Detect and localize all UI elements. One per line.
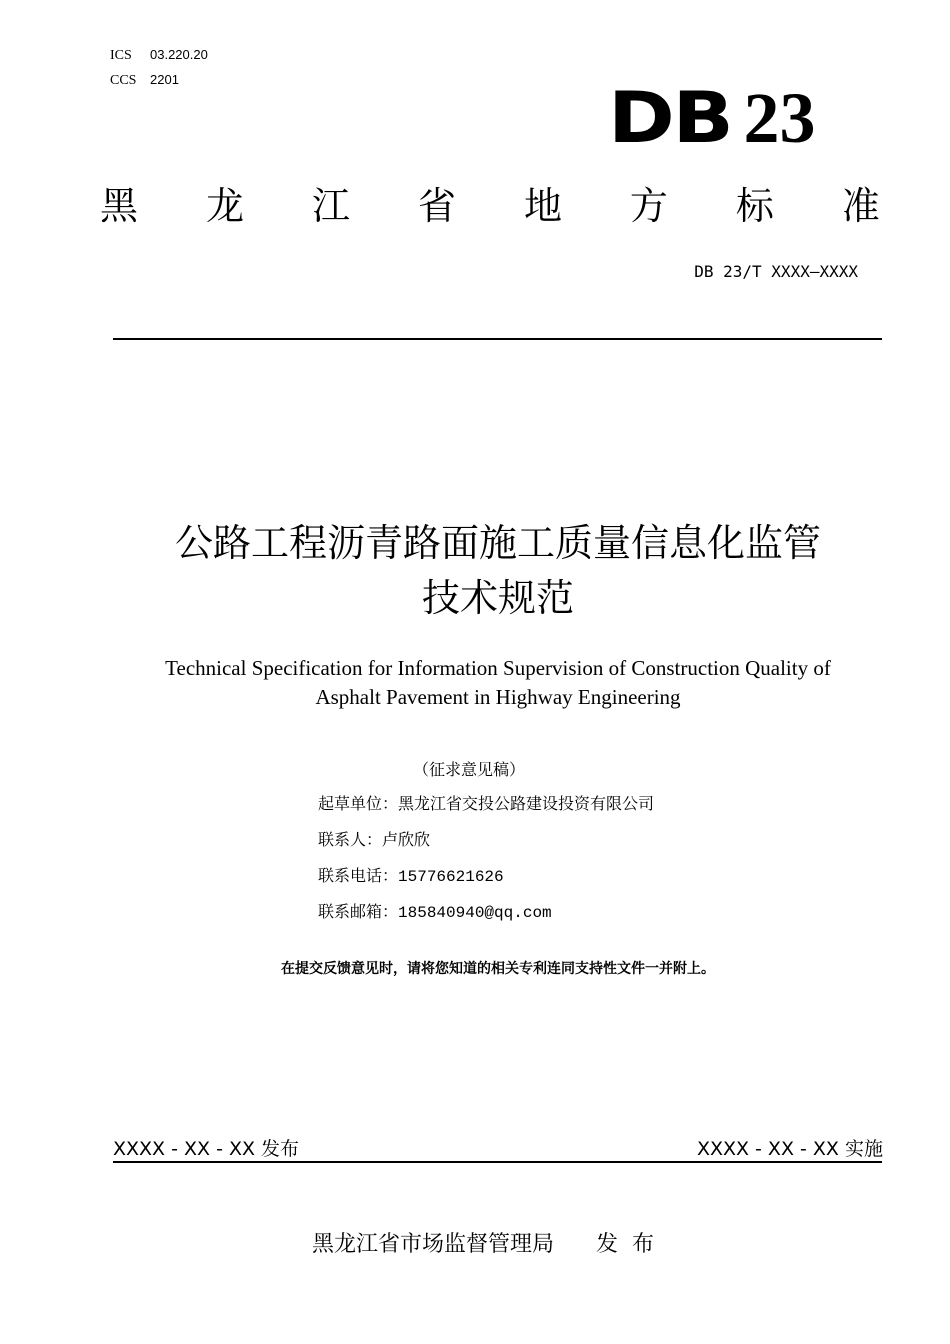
contact-value: 15776621626 bbox=[398, 868, 504, 886]
title-en-line1: Technical Specification for Information Supervision of Construction Quality of bbox=[165, 656, 831, 680]
title-en-line2: Asphalt Pavement in Highway Engineering bbox=[315, 685, 681, 709]
standard-number: DB 23/T XXXX—XXXX bbox=[694, 262, 858, 281]
logo-prefix: DB bbox=[608, 88, 732, 148]
contact-drafting-unit bbox=[318, 793, 654, 815]
title-zh-line1: 公路工程沥青路面施工质量信息化监管 bbox=[174, 521, 821, 565]
contact-value: 黑龙江省交投公路建设投资有限公司 bbox=[398, 794, 655, 813]
contact-value: 185840940@qq.com bbox=[398, 904, 552, 922]
ics-label: ICS bbox=[110, 48, 132, 63]
heading-char: 地 bbox=[523, 184, 562, 228]
contact-label: 起草单位： bbox=[318, 794, 399, 813]
effective-date bbox=[697, 1134, 883, 1161]
title-zh-line2: 技术规范 bbox=[421, 576, 574, 620]
draft-status: （征求意见稿） bbox=[413, 760, 526, 779]
heading-char: 准 bbox=[841, 184, 880, 228]
effective-date-label: 实施 bbox=[844, 1138, 883, 1160]
standard-type-heading bbox=[100, 184, 880, 228]
contact-value: 卢欣欣 bbox=[382, 830, 431, 849]
issue-date bbox=[113, 1134, 299, 1161]
publisher-name: 黑龙江省市场监督管理局 bbox=[312, 1232, 555, 1257]
contact-label: 联系邮箱： bbox=[318, 902, 399, 921]
logo-number: 23 bbox=[743, 78, 816, 158]
heading-char: 省 bbox=[417, 184, 456, 228]
heading-char: 江 bbox=[311, 184, 350, 228]
contact-person bbox=[318, 829, 430, 851]
bottom-divider bbox=[113, 1161, 882, 1163]
ics-classification bbox=[110, 47, 208, 64]
issue-date-value: XXXX - XX - XX bbox=[113, 1138, 255, 1160]
contact-label: 联系电话： bbox=[318, 866, 399, 885]
publisher bbox=[312, 1227, 654, 1258]
ccs-classification bbox=[110, 72, 179, 89]
heading-char: 方 bbox=[629, 184, 668, 228]
issue-date-label: 发布 bbox=[261, 1138, 300, 1160]
db23-logo bbox=[608, 78, 816, 158]
effective-date-value: XXXX - XX - XX bbox=[696, 1138, 839, 1160]
heading-char: 黑 bbox=[100, 184, 139, 228]
contact-phone bbox=[318, 865, 504, 888]
publisher-action: 发 布 bbox=[595, 1232, 654, 1257]
ccs-value: 2201 bbox=[150, 72, 179, 87]
top-divider bbox=[113, 338, 882, 340]
heading-char: 龙 bbox=[205, 184, 244, 228]
heading-char: 标 bbox=[735, 184, 774, 228]
patent-notice: 在提交反馈意见时，请将您知道的相关专利连同支持性文件一并附上。 bbox=[281, 961, 715, 977]
contact-email bbox=[318, 901, 552, 924]
ccs-label: CCS bbox=[110, 73, 137, 88]
ics-value: 03.220.20 bbox=[150, 47, 208, 62]
contact-label: 联系人： bbox=[318, 830, 383, 849]
